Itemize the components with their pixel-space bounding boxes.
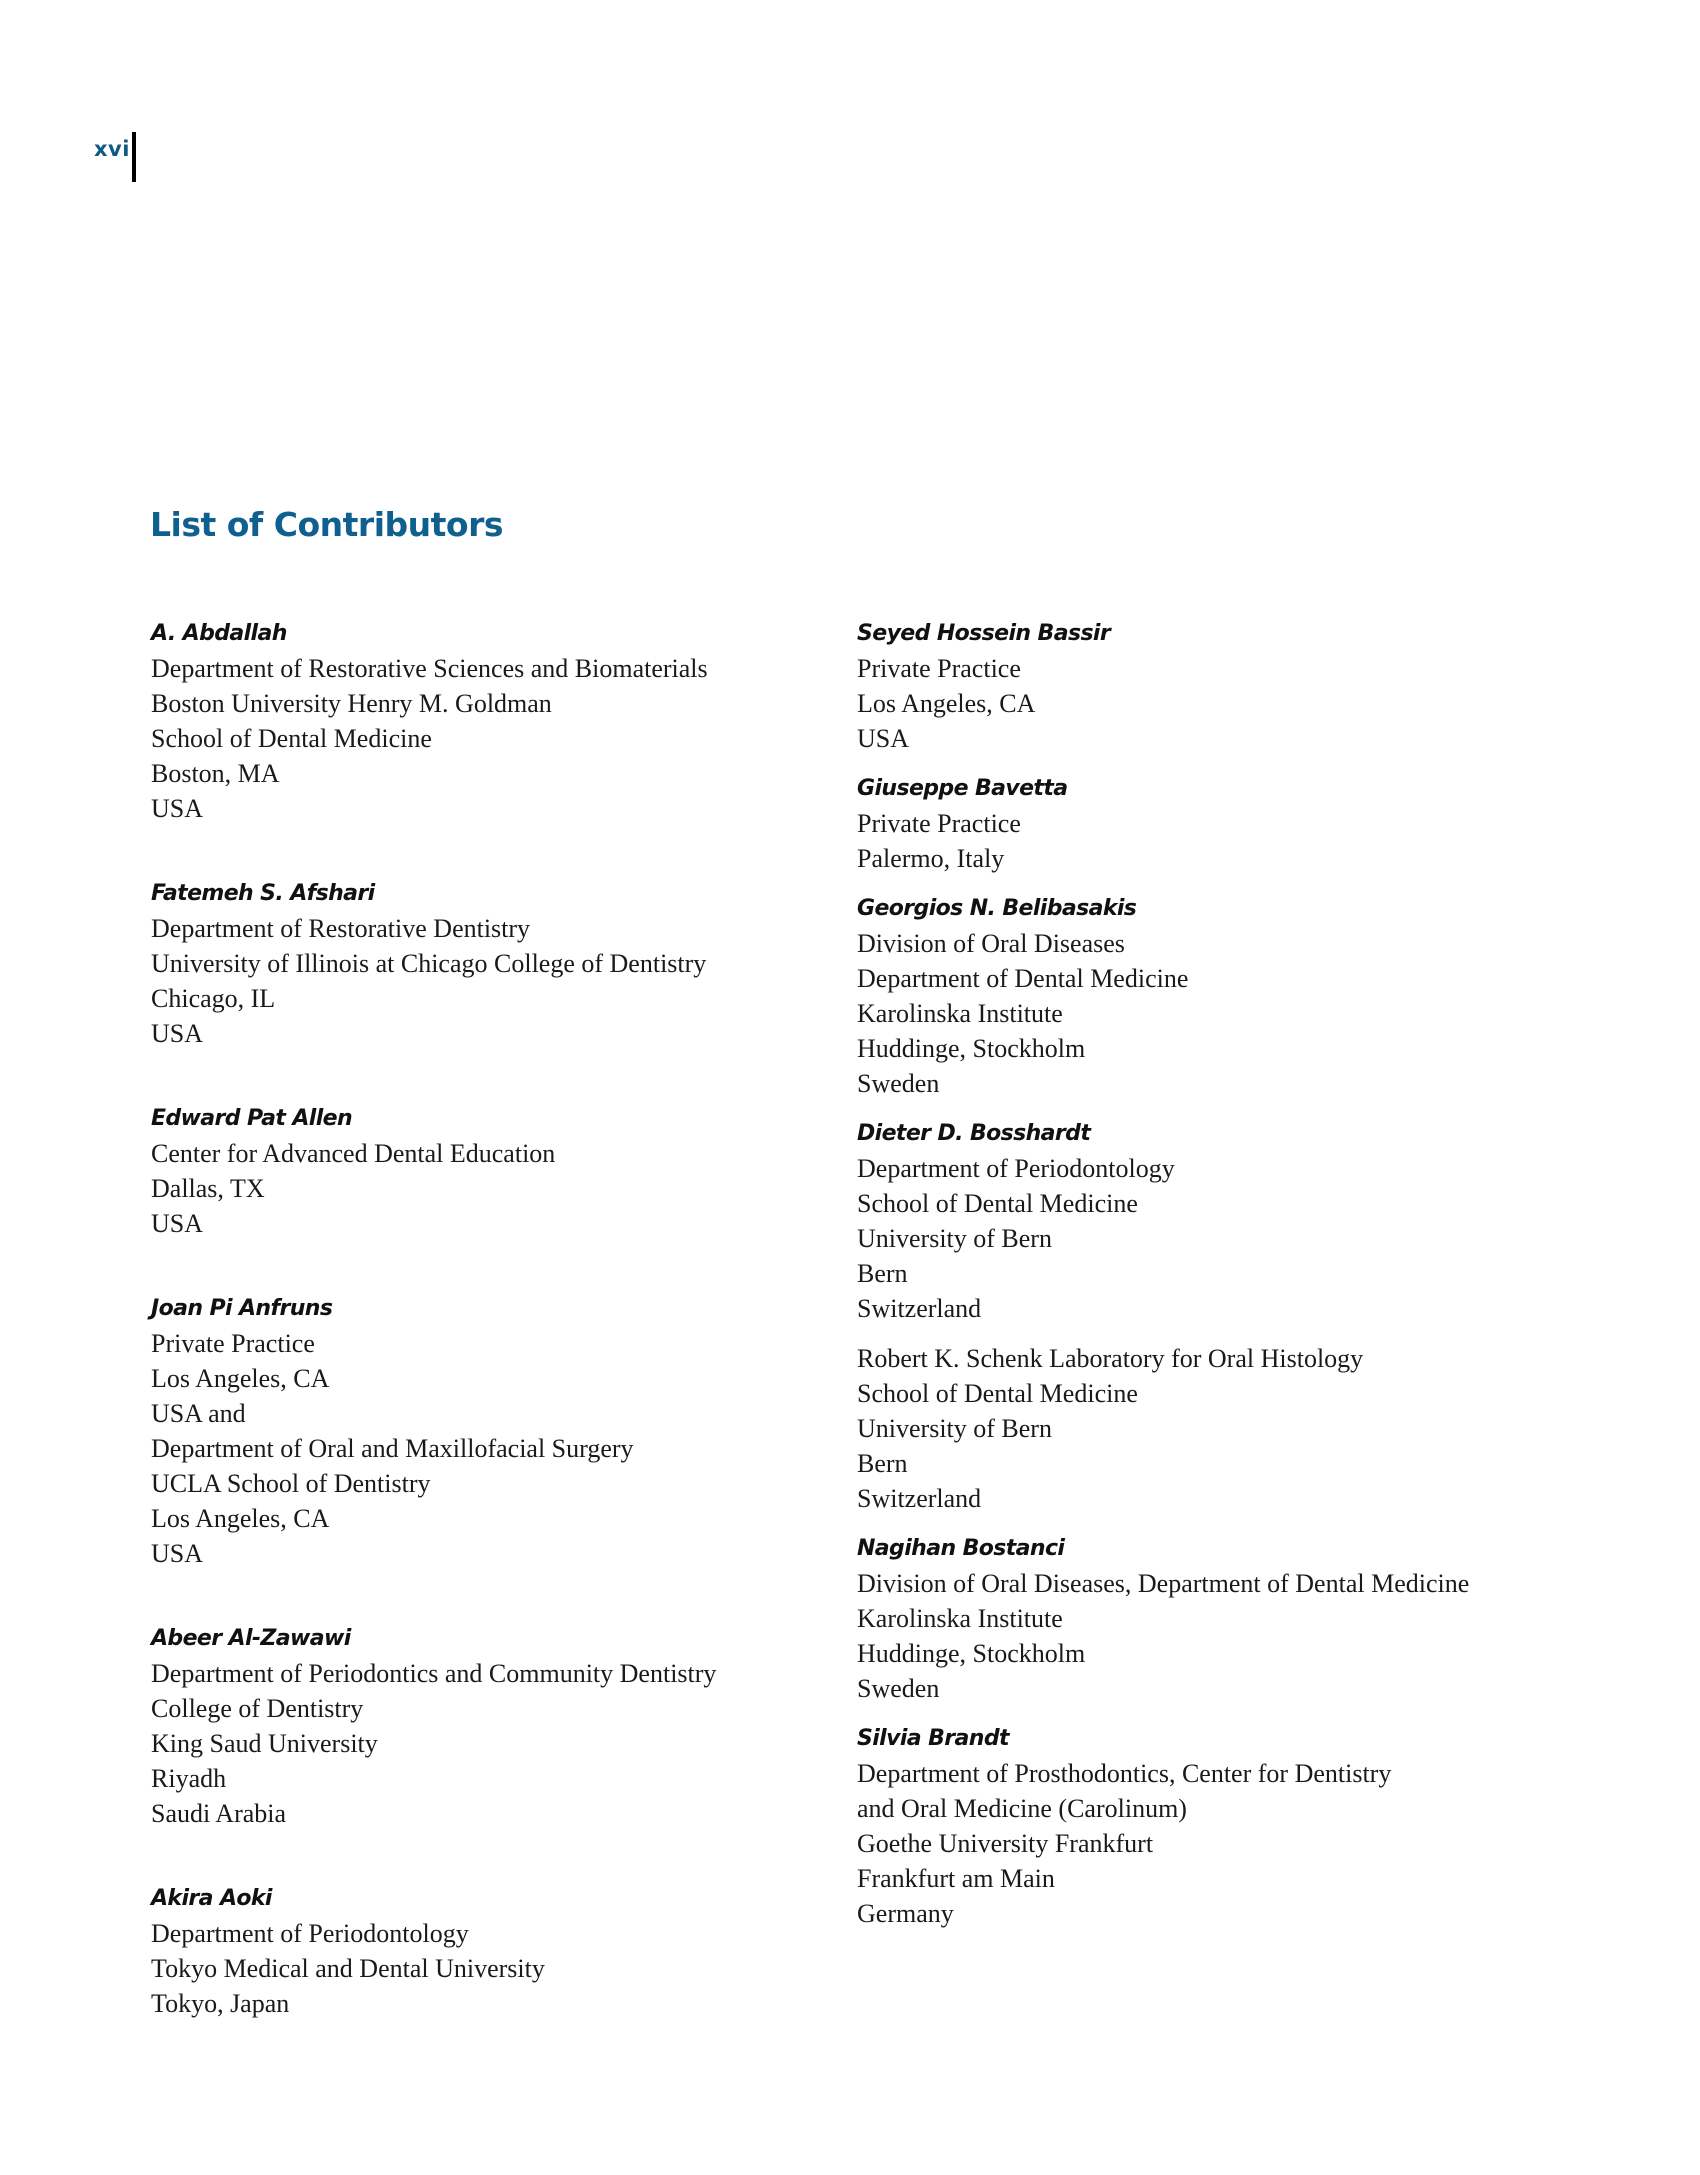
affiliation-line: University of Bern bbox=[857, 1224, 1052, 1253]
affiliation-line: Department of Periodontology bbox=[151, 1919, 469, 1948]
affiliation-line: Department of Prosthodontics, Center for Dentistry bbox=[857, 1759, 1392, 1788]
affiliation-line: Bern bbox=[857, 1449, 908, 1478]
affiliation-line: Private Practice bbox=[857, 654, 1021, 683]
affiliation-line: King Saud University bbox=[151, 1729, 378, 1758]
affiliation-line: Germany bbox=[857, 1899, 954, 1928]
contributor-entry bbox=[151, 616, 831, 826]
contributor-entry bbox=[857, 1721, 1537, 1931]
affiliation-line: Frankfurt am Main bbox=[857, 1864, 1055, 1893]
affiliation-line: University of Illinois at Chicago College of Dentistry bbox=[151, 949, 707, 978]
affiliation-line: Private Practice bbox=[857, 809, 1021, 838]
affiliation-line: UCLA School of Dentistry bbox=[151, 1469, 431, 1498]
contributor-entry bbox=[857, 616, 1537, 756]
affiliation-line: Division of Oral Diseases, Department of Dental Medicine bbox=[857, 1569, 1470, 1598]
affiliation-line: Bern bbox=[857, 1259, 908, 1288]
affiliation-line: USA bbox=[151, 1209, 204, 1238]
affiliation-line: School of Dental Medicine bbox=[857, 1189, 1138, 1218]
affiliation-line: Department of Periodontics and Community Dentistry bbox=[151, 1659, 717, 1688]
affiliation-line: Tokyo Medical and Dental University bbox=[151, 1954, 545, 1983]
affiliation-line: Chicago, IL bbox=[151, 984, 276, 1013]
contributor-name: Seyed Hossein Bassir bbox=[857, 621, 1111, 646]
affiliation-line: Sweden bbox=[857, 1069, 940, 1098]
contributor-entry bbox=[151, 876, 831, 1051]
affiliation-line: Palermo, Italy bbox=[857, 844, 1005, 873]
affiliation-line: Department of Restorative Sciences and Biomaterials bbox=[151, 654, 708, 683]
contributors-right-column bbox=[857, 616, 1537, 1946]
affiliation-line: Robert K. Schenk Laboratory for Oral Histology bbox=[857, 1344, 1364, 1373]
contributor-name: Edward Pat Allen bbox=[151, 1106, 353, 1131]
affiliation-line: Department of Dental Medicine bbox=[857, 964, 1189, 993]
affiliation-line: Private Practice bbox=[151, 1329, 315, 1358]
contributor-entry bbox=[151, 1101, 831, 1241]
affiliation-line: USA and bbox=[151, 1399, 246, 1428]
affiliation-line: Sweden bbox=[857, 1674, 940, 1703]
affiliation-line: College of Dentistry bbox=[151, 1694, 364, 1723]
contributor-entry bbox=[857, 771, 1537, 876]
contributor-name: Georgios N. Belibasakis bbox=[857, 896, 1137, 921]
affiliation-line: Division of Oral Diseases bbox=[857, 929, 1125, 958]
affiliation-line: Switzerland bbox=[857, 1294, 982, 1323]
affiliation-line: Karolinska Institute bbox=[857, 999, 1063, 1028]
page-number-divider bbox=[132, 132, 136, 182]
contributor-name: Nagihan Bostanci bbox=[857, 1536, 1065, 1561]
contributor-name: Akira Aoki bbox=[151, 1886, 272, 1911]
contributor-name: Fatemeh S. Afshari bbox=[151, 881, 375, 906]
contributor-name: A. Abdallah bbox=[151, 621, 287, 646]
affiliation-line: USA bbox=[151, 1019, 204, 1048]
affiliation-line: Karolinska Institute bbox=[857, 1604, 1063, 1633]
affiliation-line: University of Bern bbox=[857, 1414, 1052, 1443]
contributor-entry bbox=[151, 1881, 831, 2021]
contributor-entry bbox=[151, 1291, 831, 1571]
affiliation-line: Department of Restorative Dentistry bbox=[151, 914, 531, 943]
affiliation-line: Huddinge, Stockholm bbox=[857, 1639, 1086, 1668]
affiliation-line: Goethe University Frankfurt bbox=[857, 1829, 1154, 1858]
affiliation-line: Los Angeles, CA bbox=[151, 1364, 330, 1393]
affiliation-line: School of Dental Medicine bbox=[857, 1379, 1138, 1408]
affiliation-line: Los Angeles, CA bbox=[151, 1504, 330, 1533]
affiliation-line: Los Angeles, CA bbox=[857, 689, 1036, 718]
affiliation-line: Switzerland bbox=[857, 1484, 982, 1513]
affiliation-line: Center for Advanced Dental Education bbox=[151, 1139, 556, 1168]
page-number: xvi bbox=[94, 137, 130, 161]
affiliation-line: School of Dental Medicine bbox=[151, 724, 432, 753]
affiliation-line: Dallas, TX bbox=[151, 1174, 265, 1203]
contributor-entry bbox=[857, 891, 1537, 1101]
affiliation-line: USA bbox=[857, 724, 910, 753]
affiliation-line: and Oral Medicine (Carolinum) bbox=[857, 1794, 1187, 1823]
affiliation-line: Saudi Arabia bbox=[151, 1799, 287, 1828]
affiliation-line: Department of Periodontology bbox=[857, 1154, 1175, 1183]
affiliation-line: USA bbox=[151, 1539, 204, 1568]
contributor-name: Giuseppe Bavetta bbox=[857, 776, 1068, 801]
affiliation-line: Tokyo, Japan bbox=[151, 1989, 290, 2018]
affiliation-line: Huddinge, Stockholm bbox=[857, 1034, 1086, 1063]
affiliation-line: Boston University Henry M. Goldman bbox=[151, 689, 552, 718]
contributor-entry bbox=[857, 1531, 1537, 1706]
additional-affiliation bbox=[857, 1341, 1537, 1516]
page-title: List of Contributors bbox=[150, 505, 503, 544]
contributor-name: Joan Pi Anfruns bbox=[151, 1296, 333, 1321]
contributor-entry bbox=[857, 1116, 1537, 1326]
affiliation-line: Riyadh bbox=[151, 1764, 227, 1793]
contributor-name: Dieter D. Bosshardt bbox=[857, 1121, 1091, 1146]
affiliation-line: Boston, MA bbox=[151, 759, 280, 788]
contributor-entry bbox=[151, 1621, 831, 1831]
contributor-name: Abeer Al-Zawawi bbox=[151, 1626, 351, 1651]
contributors-left-column bbox=[151, 616, 831, 2071]
contributor-name: Silvia Brandt bbox=[857, 1726, 1009, 1751]
affiliation-line: Department of Oral and Maxillofacial Surgery bbox=[151, 1434, 634, 1463]
affiliation-line: USA bbox=[151, 794, 204, 823]
